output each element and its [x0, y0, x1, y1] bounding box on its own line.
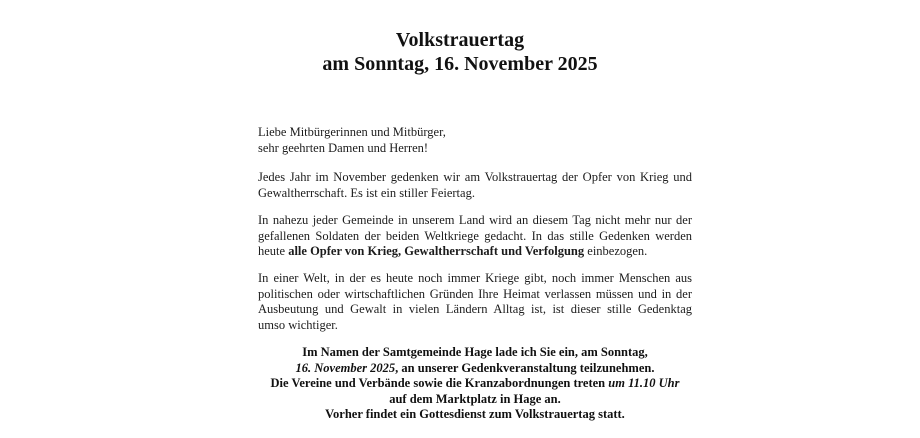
invitation-line: auf dem Marktplatz in Hage an. [389, 391, 561, 406]
paragraph-line [258, 244, 692, 260]
paragraph-line: In einer Welt, in der es heute noch immer Kriege gibt, noch immer Menschen aus [258, 271, 692, 285]
paragraph-text: heute [258, 244, 289, 258]
paragraph-line: In nahezu jeder Gemeinde in unserem Land wird an diesem Tag nicht mehr nur der [258, 213, 692, 227]
invitation-line: Vorher findet ein Gottesdienst zum Volkstrauertag statt. [325, 407, 625, 421]
paragraph-3 [258, 271, 692, 333]
invitation-time: um 11.10 Uhr [608, 376, 680, 390]
paragraph-line: Jedes Jahr im November gedenken wir am Volkstrauertag der Opfer von Krieg und [258, 170, 692, 184]
invitation-line: Im Namen der Samtgemeinde Hage lade ich Sie ein, am Sonntag, [302, 345, 648, 359]
paragraph-2 [258, 213, 692, 260]
invitation-line [258, 376, 692, 392]
invitation-line [258, 361, 692, 377]
invitation-date: 16. November 2025 [295, 360, 396, 375]
paragraph-line: umso wichtiger. [258, 317, 338, 332]
paragraph-line: politischen oder wirtschaftlichen Gründen Ihre Heimat verlassen müssen und in der [258, 286, 692, 301]
paragraph-line: gefallenen Soldaten der beiden Weltkriege gedacht. In das stille Gedenken werden [258, 228, 692, 243]
emphasis-text: alle Opfer von Krieg, Gewaltherrschaft und Verfolgung [288, 244, 585, 258]
invitation-block [258, 345, 692, 423]
paragraph-line: Ausbeutung und Gewalt in vielen Ländern Alltag ist, ist dieser stille Gedenktag [258, 302, 692, 316]
salutation-line: sehr geehrten Damen und Herren! [258, 140, 429, 155]
paragraph-1 [258, 170, 692, 201]
invitation-text: , an unserer Gedenkveranstaltung teilzunehmen. [395, 360, 655, 375]
paragraph-line: Gewaltherrschaft. Es ist ein stiller Feiertag. [258, 185, 475, 200]
invitation-text: Die Vereine und Verbände sowie die Kranzabordnungen treten [270, 376, 609, 390]
document-title-line-2: am Sonntag, 16. November 2025 [322, 53, 598, 75]
salutation-line: Liebe Mitbürgerinnen und Mitbürger, [258, 125, 446, 139]
document-title-line-1: Volkstrauertag [395, 29, 525, 51]
paragraph-text: einbezogen. [584, 244, 648, 258]
salutation [258, 125, 692, 156]
